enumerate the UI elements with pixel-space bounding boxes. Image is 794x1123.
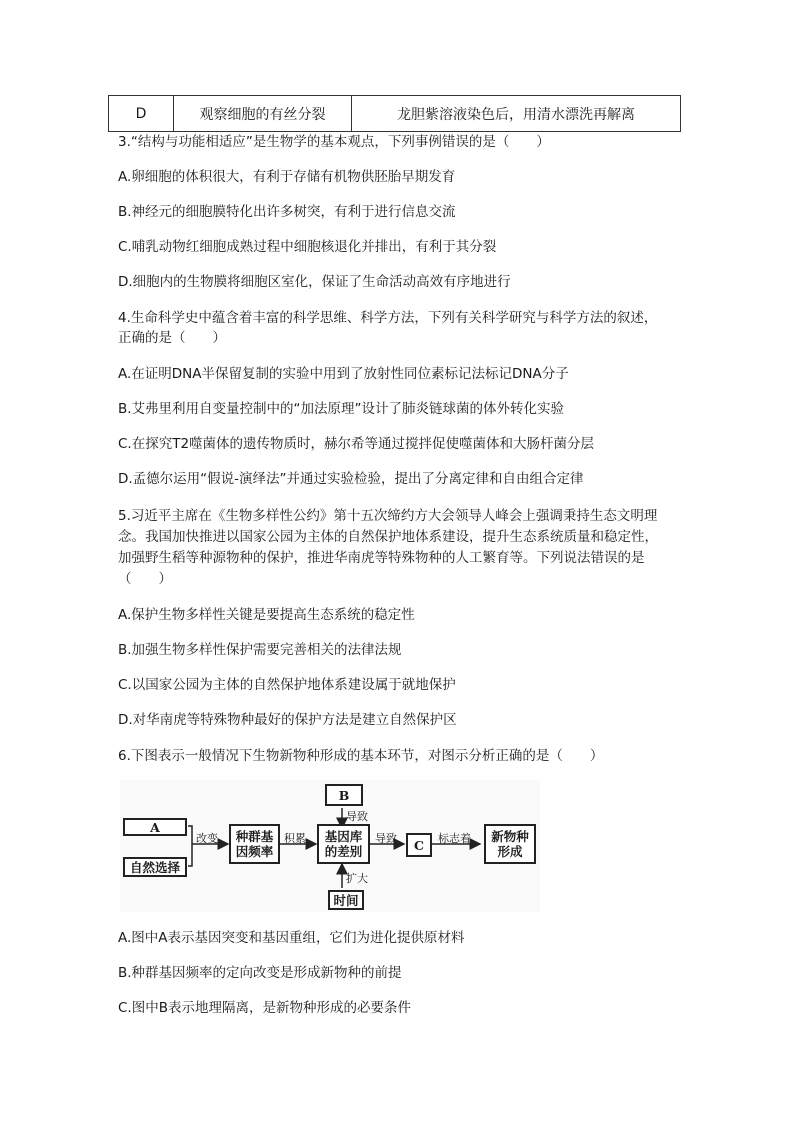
- table-row: [109, 96, 681, 132]
- box-gene-pool-difference: 基因库 的差别: [317, 824, 370, 864]
- q3-option-b: B.神经元的细胞膜特化出许多树突，有利于进行信息交流: [118, 204, 456, 220]
- box-c: C: [406, 833, 432, 857]
- q5-option-d: D.对华南虎等特殊物种最好的保护方法是建立自然保护区: [118, 712, 457, 728]
- q4-option-a: A.在证明DNA半保留复制的实验中用到了放射性同位素标记法标记DNA分子: [118, 366, 569, 382]
- table-cell-method: 龙胆紫溶液染色后，用清水漂洗再解离: [352, 96, 681, 132]
- box-gene-frequency: 种群基 因频率: [229, 824, 280, 864]
- box-new-species: 新物种 形成: [484, 824, 536, 864]
- q3-stem: 3.“结构与功能相适应”是生物学的基本观点，下列事例错误的是（ ）: [118, 134, 550, 150]
- q5-option-b: B.加强生物多样性保护需要完善相关的法律法规: [118, 642, 402, 658]
- q4-option-d: D.孟德尔运用“假说-演绎法”并通过实验检验，提出了分离定律和自由组合定律: [118, 471, 584, 487]
- box-a: A: [123, 818, 187, 836]
- q4-stem-line2: 正确的是（ ）: [118, 330, 226, 346]
- q4-option-c: C.在探究T2噬菌体的遗传物质时，赫尔希等通过搅拌促使噬菌体和大肠杆菌分层: [118, 436, 595, 452]
- table-cell-experiment: 观察细胞的有丝分裂: [174, 96, 352, 132]
- q3-option-d: D.细胞内的生物膜将细胞区室化，保证了生命活动高效有序地进行: [118, 274, 511, 290]
- q6-stem: 6.下图表示一般情况下生物新物种形成的基本环节，对图示分析正确的是（ ）: [118, 748, 604, 764]
- speciation-diagram: [120, 780, 540, 912]
- box-time: 时间: [328, 890, 364, 910]
- q3-option-a: A.卵细胞的体积很大，有利于存储有机物供胚胎早期发育: [118, 169, 456, 185]
- table-cell-letter: D: [109, 96, 174, 132]
- box-natural-selection: 自然选择: [123, 857, 187, 877]
- q6-option-c: C.图中B表示地理隔离，是新物种形成的必要条件: [118, 1000, 411, 1016]
- q6-option-a: A.图中A表示基因突变和基因重组，它们为进化提供原材料: [118, 930, 465, 946]
- q3-option-c: C.哺乳动物红细胞成熟过程中细胞核退化并排出，有利于其分裂: [118, 239, 497, 255]
- label-marks: 标志着: [438, 832, 471, 845]
- experiment-table: [108, 95, 681, 132]
- q4-stem-line1: 4.生命科学史中蕴含着丰富的科学思维、科学方法，下列有关科学研究与科学方法的叙述，: [118, 310, 658, 326]
- q5-stem-line3: 加强野生稻等种源物种的保护，推进华南虎等特殊物种的人工繁育等。下列说法错误的是: [118, 550, 645, 566]
- label-lead-to-2: 导致: [375, 832, 397, 845]
- q5-stem-line4: （ ）: [118, 571, 172, 587]
- label-lead-to-1: 导致: [346, 810, 368, 823]
- q5-option-c: C.以国家公园为主体的自然保护地体系建设属于就地保护: [118, 677, 456, 693]
- label-change: 改变: [196, 832, 218, 845]
- q5-stem-line2: 念。我国加快推进以国家公园为主体的自然保护地体系建设，提升生态系统质量和稳定性，: [118, 529, 658, 545]
- label-expand: 扩大: [346, 872, 368, 885]
- q4-option-b: B.艾弗里利用自变量控制中的“加法原理”设计了肺炎链球菌的体外转化实验: [118, 401, 565, 417]
- q6-option-b: B.种群基因频率的定向改变是形成新物种的前提: [118, 965, 402, 981]
- box-b: B: [325, 784, 363, 806]
- q5-option-a: A.保护生物多样性关键是要提高生态系统的稳定性: [118, 607, 415, 623]
- label-accumulate: 积累: [284, 832, 306, 845]
- q5-stem-line1: 5.习近平主席在《生物多样性公约》第十五次缔约方大会领导人峰会上强调秉持生态文明理: [118, 508, 658, 524]
